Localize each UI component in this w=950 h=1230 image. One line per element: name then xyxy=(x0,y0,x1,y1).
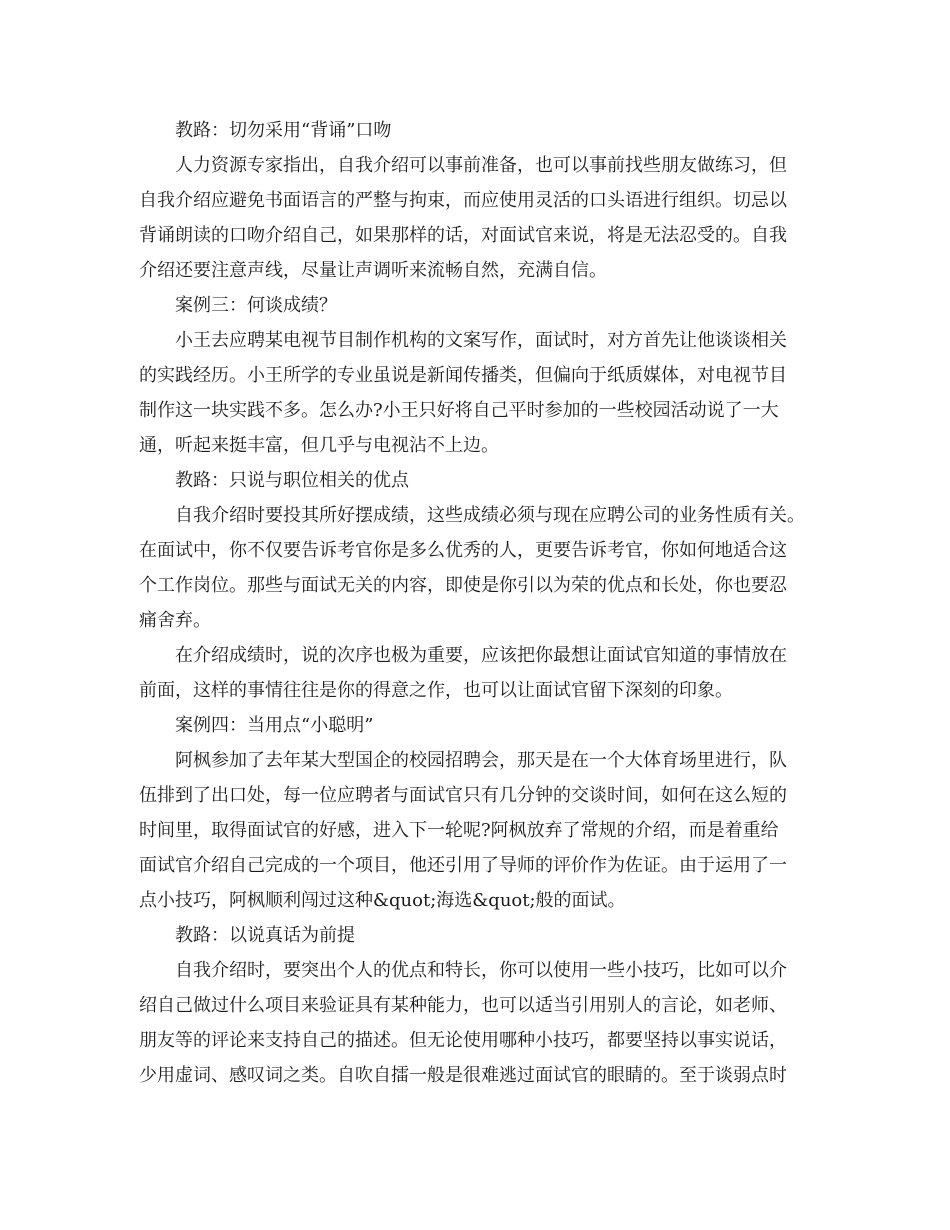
section-heading: 案例四：当用点“小聪明” xyxy=(175,715,374,736)
paragraph-line: 时间里，取得面试官的好感，进入下一轮呢?阿枫放弃了常规的介绍，而是着重给 xyxy=(139,820,779,841)
paragraph-line: 制作这一块实践不多。怎么办?小王只好将自己平时参加的一些校园活动说了一大 xyxy=(139,400,779,421)
paragraph-line: 朋友等的评论来支持自己的描述。但无论使用哪种小技巧，都要坚持以事实说话， xyxy=(139,1030,787,1051)
paragraph-line: 自我介绍时要投其所好摆成绩，这些成绩必须与现在应聘公司的业务性质有关。 xyxy=(175,505,805,526)
paragraph-line: 前面，这样的事情往往是你的得意之作，也可以让面试官留下深刻的印象。 xyxy=(139,680,733,701)
section-heading: 教路：只说与职位相关的优点 xyxy=(175,470,409,491)
section-heading: 教路：以说真话为前提 xyxy=(175,925,355,946)
body-paragraph xyxy=(139,743,819,918)
paragraph-line: 阿枫参加了去年某大型国企的校园招聘会，那天是在一个大体育场里进行，队 xyxy=(175,750,787,771)
paragraph-line: 面试官介绍自己完成的一个项目，他还引用了导师的评价作为佐证。由于运用了一 xyxy=(139,855,787,876)
paragraph-line: 自我介绍时，要突出个人的优点和特长，你可以使用一些小技巧，比如可以介 xyxy=(175,960,787,981)
paragraph-line: 通，听起来挺丰富，但几乎与电视沾不上边。 xyxy=(139,435,499,456)
paragraph-line: 的实践经历。小王所学的专业虽说是新闻传播类，但偏向于纸质媒体，对电视节目 xyxy=(139,365,787,386)
body-paragraph xyxy=(139,323,819,463)
paragraph-line: 点小技巧，阿枫顺利闯过这种&quot;海选&quot;般的面试。 xyxy=(139,890,626,911)
body-paragraph xyxy=(139,498,819,638)
body-paragraph xyxy=(139,638,819,708)
paragraph-line: 个工作岗位。那些与面试无关的内容，即使是你引以为荣的优点和长处，你也要忍 xyxy=(139,575,787,596)
paragraph-line: 伍排到了出口处，每一位应聘者与面试官只有几分钟的交谈时间，如何在这么短的 xyxy=(139,785,787,806)
paragraph-line: 自我介绍应避免书面语言的严整与拘束，而应使用灵活的口头语进行组织。切忌以 xyxy=(139,190,787,211)
paragraph-line: 少用虚词、感叹词之类。自吹自擂一般是很难逃过面试官的眼睛的。至于谈弱点时 xyxy=(139,1065,787,1086)
paragraph-line: 在面试中，你不仅要告诉考官你是多么优秀的人，更要告诉考官，你如何地适合这 xyxy=(139,540,787,561)
body-paragraph xyxy=(139,148,819,288)
section-heading: 教路：切勿采用“背诵”口吻 xyxy=(175,120,392,141)
paragraph-line: 绍自己做过什么项目来验证具有某种能力，也可以适当引用别人的言论，如老师、 xyxy=(139,995,787,1016)
paragraph-line: 痛舍弃。 xyxy=(139,610,211,631)
paragraph-line: 在介绍成绩时，说的次序也极为重要，应该把你最想让面试官知道的事情放在 xyxy=(175,645,787,666)
section-heading: 案例三：何谈成绩？ xyxy=(175,295,337,316)
paragraph-line: 小王去应聘某电视节目制作机构的文案写作，面试时，对方首先让他谈谈相关 xyxy=(175,330,787,351)
paragraph-line: 背诵朗读的口吻介绍自己，如果那样的话，对面试官来说，将是无法忍受的。自我 xyxy=(139,225,787,246)
document-body xyxy=(139,113,819,1093)
paragraph-line: 介绍还要注意声线，尽量让声调听来流畅自然，充满自信。 xyxy=(139,260,607,281)
body-paragraph xyxy=(139,953,819,1093)
paragraph-line: 人力资源专家指出，自我介绍可以事前准备，也可以事前找些朋友做练习，但 xyxy=(175,155,787,176)
